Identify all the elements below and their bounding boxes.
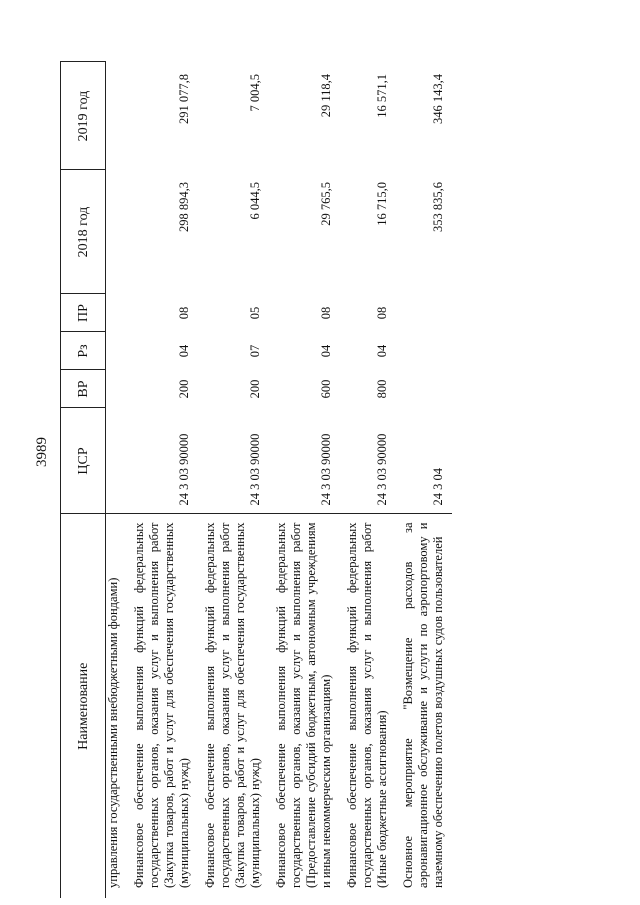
row-vr: 200	[248, 379, 262, 399]
row-2019: 291 077,8	[177, 74, 191, 124]
table-header	[61, 62, 106, 898]
page-number: 3989	[34, 437, 50, 467]
header-row	[61, 62, 106, 898]
row-2018: 353 835,6	[431, 182, 445, 232]
row-pr: 05	[248, 306, 262, 320]
header-2019: 2019 год	[61, 62, 106, 170]
row-vr: 200	[177, 379, 191, 399]
row-pr	[106, 294, 128, 332]
row-2018: 16 715,0	[375, 182, 389, 226]
row-name: Финансовое обеспечение выполнения функций федеральных государственных органов, оказания услуг и выполнения работ (Предоставление субсидий бюджетным, автономным учреждениям и иным некоммерческим организациям)	[269, 514, 340, 898]
row-2018: 29 765,5	[319, 182, 333, 226]
table-row	[396, 62, 452, 898]
row-rz: 04	[375, 344, 389, 358]
row-csr: 24 3 03 90000	[248, 433, 262, 506]
row-2019: 16 571,1	[375, 74, 389, 118]
table-row	[269, 62, 340, 898]
row-csr: 24 3 04	[431, 468, 445, 506]
row-2018: 6 044,5	[248, 182, 262, 220]
row-2018: 298 894,3	[177, 182, 191, 232]
header-2018: 2018 год	[61, 170, 106, 294]
row-vr: 800	[375, 379, 389, 399]
header-pr: ПР	[61, 294, 106, 332]
row-vr: 600	[319, 379, 333, 399]
header-name: Наименование	[61, 514, 106, 898]
header-csr: ЦСР	[61, 408, 106, 514]
row-name: Финансовое обеспечение выполнения функций федеральных государственных органов, оказания услуг и выполнения работ (Закупка товаров, работ и услуг для обеспечения государственных (муниципальных) нужд)	[198, 514, 269, 898]
table-body	[106, 62, 453, 898]
row-pr: 08	[375, 306, 389, 320]
table-row	[340, 62, 396, 898]
row-2019: 29 118,4	[319, 74, 333, 118]
row-2019	[106, 62, 128, 170]
row-csr	[106, 408, 128, 514]
rotated-table-container	[60, 62, 580, 898]
header-vr: ВР	[61, 370, 106, 408]
row-name: Финансовое обеспечение выполнения функций федеральных государственных органов, оказания услуг и выполнения работ (Иные бюджетные ассигнования)	[340, 514, 396, 898]
table-row	[127, 62, 198, 898]
row-name: Основное мероприятие "Возмещение расходов за аэронавигационное обслуживание и услуги по аэропортовому и наземному обеспечению полетов воздушных судов пользователей	[396, 514, 452, 898]
row-2019: 7 004,5	[248, 74, 262, 112]
row-rz: 04	[319, 344, 333, 358]
row-rz: 07	[248, 344, 262, 358]
budget-table	[60, 62, 452, 899]
row-csr: 24 3 03 90000	[375, 433, 389, 506]
row-name: управления государственными внебюджетными фондами)	[106, 514, 128, 898]
budget-table-sheet	[60, 62, 580, 898]
row-name: Финансовое обеспечение выполнения функций федеральных государственных органов, оказания услуг и выполнения работ (Закупка товаров, работ и услуг для обеспечения государственных (муниципальных) нужд)	[127, 514, 198, 898]
row-csr: 24 3 03 90000	[177, 433, 191, 506]
row-vr	[396, 370, 452, 408]
row-vr	[106, 370, 128, 408]
header-rz: Рз	[61, 332, 106, 370]
row-rz: 04	[177, 344, 191, 358]
row-2019: 346 143,4	[431, 74, 445, 124]
row-pr: 08	[177, 306, 191, 320]
row-csr: 24 3 03 90000	[319, 433, 333, 506]
row-pr	[396, 294, 452, 332]
row-rz	[106, 332, 128, 370]
row-pr: 08	[319, 306, 333, 320]
table-row	[198, 62, 269, 898]
row-2018	[106, 170, 128, 294]
table-row	[106, 62, 128, 898]
row-rz	[396, 332, 452, 370]
